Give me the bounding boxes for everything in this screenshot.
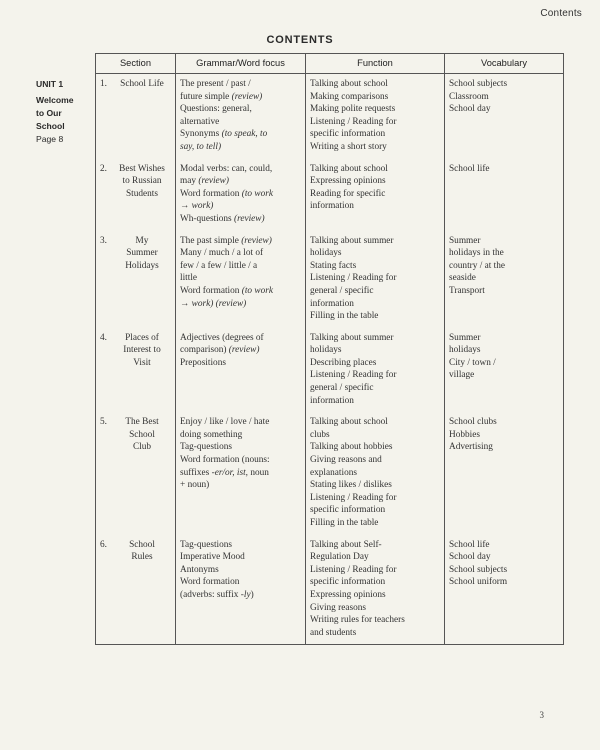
section-number: 6.: [100, 539, 107, 550]
grammar-text: Antonyms: [180, 564, 219, 575]
vocabulary-cell: [445, 74, 564, 159]
section-cell: [96, 328, 176, 413]
page-title: CONTENTS: [266, 34, 334, 46]
vocabulary-line: seaside: [449, 273, 476, 284]
section-name: [112, 235, 172, 273]
unit-column: [36, 78, 94, 146]
vocabulary-cell: [445, 159, 564, 231]
function-line: Talking about school: [310, 79, 388, 89]
grammar-text: Questions: general,: [180, 104, 252, 115]
grammar-italic: → work) (review): [180, 298, 247, 309]
section-cell: [96, 412, 176, 534]
grammar-text: Prepositions: [180, 357, 226, 368]
grammar-line: [180, 564, 302, 577]
grammar-text: Tag-questions: [180, 442, 233, 453]
function-line: Listening / Reading for: [310, 370, 397, 381]
vocabulary-line: Classroom: [449, 91, 489, 102]
grammar-line: [180, 78, 302, 91]
grammar-line: [180, 539, 302, 552]
header-row: [96, 54, 564, 74]
section-number: 4.: [100, 332, 107, 343]
grammar-line: [180, 128, 302, 141]
vocabulary-line: holidays: [449, 345, 481, 356]
grammar-line: [180, 272, 302, 285]
table-row: [96, 412, 564, 534]
grammar-text: few / a few / little / a: [180, 260, 258, 271]
function-line: Listening / Reading for: [310, 116, 397, 127]
function-line: holidays: [310, 248, 342, 259]
section-name-line: Summer: [126, 248, 158, 259]
vocabulary-line: School day: [449, 552, 491, 563]
section-name-line: Interest to: [123, 345, 161, 356]
section-name-line: My: [135, 235, 149, 246]
table-row: [96, 74, 564, 159]
vocabulary-line: School subjects: [449, 564, 508, 575]
function-line: Regulation Day: [310, 552, 369, 563]
grammar-line: [180, 285, 302, 298]
function-line: general / specific: [310, 383, 374, 394]
function-line: Reading for specific: [310, 188, 386, 199]
function-line: clubs: [310, 429, 330, 440]
function-line: holidays: [310, 345, 342, 356]
grammar-text: future simple: [180, 91, 232, 102]
function-line: Giving reasons and: [310, 455, 382, 466]
vocabulary-line: Transport: [449, 285, 485, 296]
grammar-text: The present / past /: [180, 79, 251, 89]
section-name: [112, 416, 172, 454]
grammar-line: [180, 576, 302, 589]
grammar-text: little: [180, 273, 198, 284]
vocabulary-line: School uniform: [449, 577, 508, 588]
function-line: Filling in the table: [310, 518, 379, 528]
unit-name-line: School: [36, 121, 65, 131]
section-name-line: Visit: [133, 357, 151, 368]
grammar-line: [180, 429, 302, 442]
function-line: information: [310, 201, 354, 212]
grammar-line: [180, 260, 302, 273]
section-cell: [96, 231, 176, 328]
vocabulary-line: holidays in the: [449, 248, 504, 259]
grammar-text: Word formation: [180, 285, 242, 296]
function-line: specific information: [310, 129, 386, 140]
grammar-line: [180, 551, 302, 564]
function-line: and students: [310, 627, 357, 638]
function-line: Writing a short story: [310, 141, 387, 152]
section-cell: [96, 74, 176, 159]
grammar-text: Imperative Mood: [180, 552, 245, 563]
grammar-text: Word formation: [180, 577, 240, 588]
section-number: 3.: [100, 235, 107, 246]
vocabulary-cell: [445, 231, 564, 328]
section-name: [112, 163, 172, 201]
grammar-italic: (review): [198, 176, 229, 187]
section-name: [112, 332, 172, 370]
header-vocabulary: Vocabulary: [445, 54, 564, 74]
vocabulary-line: School life: [449, 163, 490, 174]
grammar-text: may: [180, 176, 199, 187]
grammar-text: doing something: [180, 429, 243, 440]
unit-name: [36, 94, 94, 146]
section-name-line: School: [129, 539, 155, 550]
function-line: Making polite requests: [310, 104, 396, 115]
grammar-text: Word formation (nouns:: [180, 455, 270, 466]
grammar-italic: (to work: [241, 285, 273, 296]
vocabulary-line: village: [449, 370, 475, 381]
grammar-line: [180, 467, 302, 480]
function-cell: [306, 159, 445, 231]
vocabulary-line: Summer: [449, 332, 481, 343]
section-name-line: Places of: [125, 332, 159, 343]
header-section: Section: [96, 54, 176, 74]
grammar-italic: -ly: [240, 589, 251, 600]
function-line: Listening / Reading for: [310, 273, 397, 284]
function-line: Giving reasons: [310, 602, 367, 613]
function-cell: [306, 231, 445, 328]
vocabulary-line: Hobbies: [449, 429, 480, 440]
grammar-text: Modal verbs: can, could,: [180, 163, 273, 174]
section-name: [112, 539, 172, 564]
grammar-cell: [176, 231, 306, 328]
grammar-cell: [176, 535, 306, 645]
vocabulary-line: Advertising: [449, 442, 493, 453]
grammar-cell: [176, 74, 306, 159]
contents-table: [95, 53, 564, 645]
grammar-text: Enjoy / like / love / hate: [180, 417, 270, 428]
vocabulary-line: City / town /: [449, 357, 496, 368]
grammar-line: [180, 200, 302, 213]
grammar-line: [180, 188, 302, 201]
function-line: Expressing opinions: [310, 176, 386, 187]
grammar-line: [180, 141, 302, 154]
grammar-line: [180, 247, 302, 260]
grammar-line: [180, 116, 302, 129]
grammar-text: Synonyms: [180, 129, 222, 140]
grammar-line: [180, 479, 302, 492]
grammar-line: [180, 454, 302, 467]
grammar-italic: (to speak, to: [221, 129, 268, 140]
section-name-line: Students: [125, 188, 159, 199]
function-line: information: [310, 395, 354, 406]
grammar-line: [180, 91, 302, 104]
vocabulary-line: School clubs: [449, 417, 497, 428]
grammar-cell: [176, 328, 306, 413]
vocabulary-cell: [445, 328, 564, 413]
table-row: [96, 328, 564, 413]
function-line: Listening / Reading for: [310, 564, 397, 575]
grammar-cell: [176, 159, 306, 231]
vocabulary-cell: [445, 535, 564, 645]
grammar-line: [180, 344, 302, 357]
grammar-line: [180, 589, 302, 602]
grammar-line: [180, 298, 302, 311]
grammar-text: suffixes: [180, 467, 212, 478]
vocabulary-line: country / at the: [449, 260, 506, 271]
unit-page: Page 8: [36, 134, 64, 144]
function-line: general / specific: [310, 285, 374, 296]
grammar-line: [180, 163, 302, 176]
header-grammar: Grammar/Word focus: [176, 54, 306, 74]
function-line: Talking about school: [310, 163, 388, 174]
function-line: Talking about summer: [310, 332, 394, 343]
vocabulary-cell: [445, 412, 564, 534]
grammar-italic: (review): [228, 345, 260, 356]
section-name-line: The Best: [125, 417, 159, 428]
grammar-text: The past simple: [180, 235, 242, 246]
unit-name-line: to Our: [36, 108, 62, 118]
running-head: Contents: [540, 8, 582, 19]
grammar-italic: (review): [231, 91, 263, 102]
grammar-text: Wh-questions: [180, 213, 234, 224]
function-line: Talking about school: [310, 417, 388, 428]
function-line: Listening / Reading for: [310, 492, 397, 503]
grammar-text: Tag-questions: [180, 539, 233, 550]
table-row: [96, 231, 564, 328]
function-line: Expressing opinions: [310, 589, 386, 600]
vocabulary-line: School day: [449, 104, 491, 115]
unit-name-line: Welcome: [36, 95, 74, 105]
grammar-italic: (review): [233, 213, 265, 224]
grammar-italic: -er/or, ist,: [211, 467, 249, 478]
function-line: Describing places: [310, 357, 377, 368]
function-cell: [306, 535, 445, 645]
grammar-line: [180, 357, 302, 370]
table-body: [96, 74, 564, 645]
section-name-line: Best Wishes: [119, 163, 165, 174]
function-line: specific information: [310, 505, 386, 516]
function-line: explanations: [310, 467, 357, 478]
grammar-line: [180, 213, 302, 226]
grammar-line: [180, 441, 302, 454]
page-number: 3: [539, 710, 544, 720]
section-number: 5.: [100, 417, 107, 428]
vocabulary-line: School life: [449, 539, 490, 550]
function-line: Making comparisons: [310, 91, 389, 102]
section-name: [112, 78, 172, 91]
function-cell: [306, 74, 445, 159]
function-line: Stating likes / dislikes: [310, 480, 392, 491]
grammar-text: Many / much / a lot of: [180, 248, 264, 259]
grammar-text: alternative: [180, 116, 220, 127]
grammar-line: [180, 332, 302, 345]
grammar-text: ): [250, 589, 254, 600]
section-cell: [96, 535, 176, 645]
grammar-text: Word formation: [180, 188, 242, 199]
grammar-line: [180, 235, 302, 248]
grammar-text: comparison): [180, 345, 229, 356]
function-line: Writing rules for teachers: [310, 615, 405, 626]
function-cell: [306, 328, 445, 413]
grammar-line: [180, 175, 302, 188]
grammar-line: [180, 103, 302, 116]
grammar-italic: (to work: [241, 188, 273, 199]
function-line: Talking about summer: [310, 235, 394, 246]
table-row: [96, 159, 564, 231]
section-name-line: to Russian: [122, 176, 162, 187]
grammar-text: + noun): [180, 480, 210, 491]
section-number: 1.: [100, 79, 107, 89]
unit-label: UNIT 1: [36, 79, 64, 89]
function-line: information: [310, 298, 354, 309]
grammar-text: noun: [248, 467, 269, 478]
vocabulary-line: Summer: [449, 235, 481, 246]
grammar-italic: → work): [180, 201, 214, 212]
section-name-line: Holidays: [125, 260, 159, 271]
grammar-italic: (review): [241, 235, 272, 246]
section-cell: [96, 159, 176, 231]
section-name-line: Rules: [131, 552, 153, 563]
function-line: Talking about Self-: [310, 539, 382, 550]
function-line: Filling in the table: [310, 311, 379, 322]
grammar-italic: say, to tell): [180, 141, 222, 152]
section-name-line: School Life: [120, 79, 164, 89]
section-name-line: Club: [132, 442, 152, 453]
section-number: 2.: [100, 163, 107, 174]
function-line: Talking about hobbies: [310, 442, 393, 453]
function-line: Stating facts: [310, 260, 357, 271]
function-line: specific information: [310, 577, 386, 588]
table-row: [96, 535, 564, 645]
vocabulary-line: School subjects: [449, 79, 508, 89]
function-cell: [306, 412, 445, 534]
section-name-line: School: [129, 429, 155, 440]
grammar-text: (adverbs: suffix: [180, 589, 241, 600]
grammar-cell: [176, 412, 306, 534]
grammar-line: [180, 416, 302, 429]
header-function: Function: [306, 54, 445, 74]
grammar-text: Adjectives (degrees of: [180, 332, 264, 343]
